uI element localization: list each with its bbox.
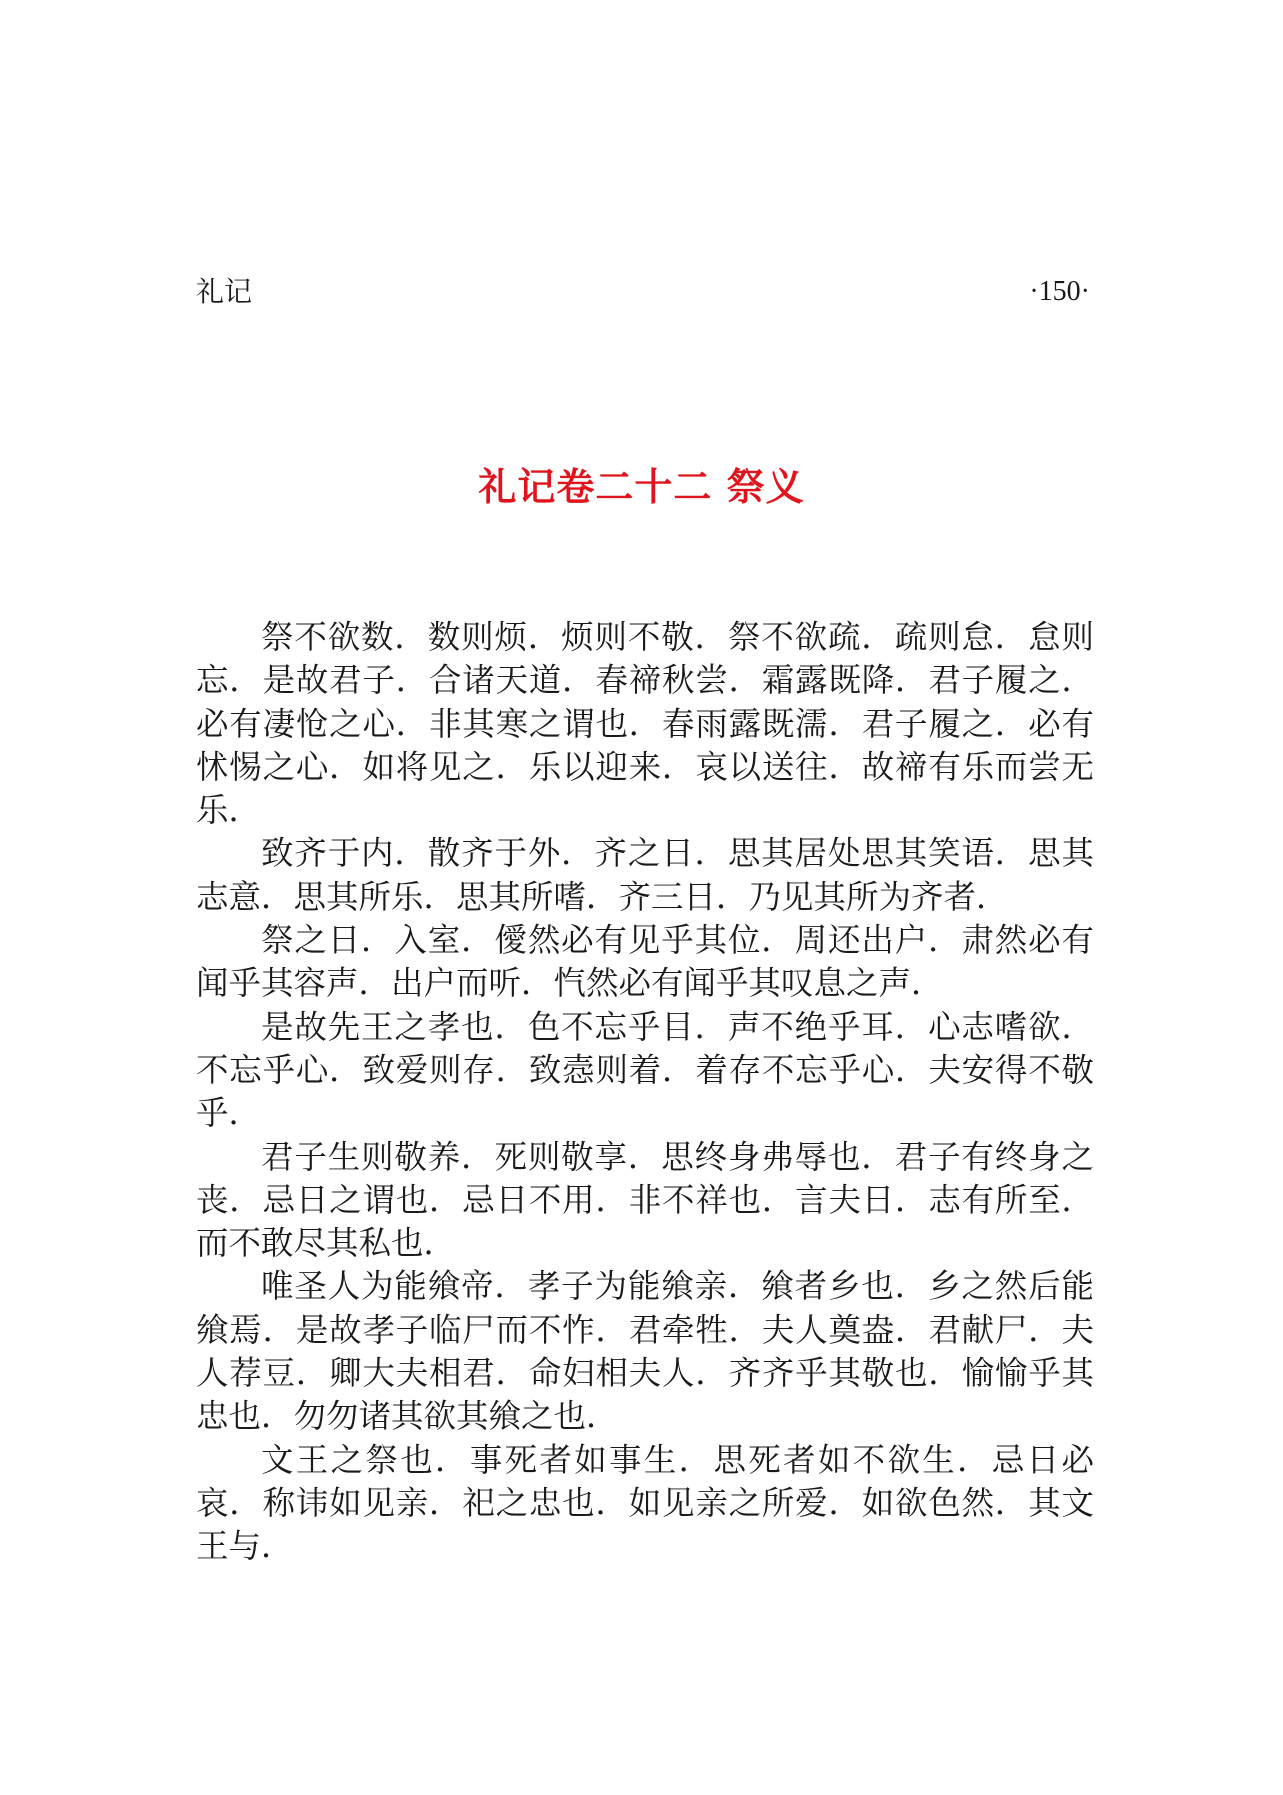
paragraph: 君子生则敬养．死则敬享．思终身弗辱也．君子有终身之丧．忌日之谓也．忌日不用．非不祥也．言夫日．志有所至．而不敢尽其私也．: [196, 1137, 1094, 1263]
paragraph: 是故先王之孝也．色不忘乎目．声不绝乎耳．心志嗜欲．不忘乎心．致爱则存．致悫则着．着存不忘乎心．夫安得不敬乎．: [196, 1007, 1094, 1133]
chapter-title: 礼记卷二十二 祭义: [478, 465, 805, 509]
paragraph: 祭之日．入室．僾然必有见乎其位．周还出户．肃然必有闻乎其容声．出户而听．忾然必有闻乎其叹息之声．: [196, 921, 1094, 1003]
paragraph: 唯圣人为能飨帝．孝子为能飨亲．飨者乡也．乡之然后能飨焉．是故孝子临尸而不怍．君牵牲．夫人奠盎．君献尸．夫人荐豆．卿大夫相君．命妇相夫人．齐齐乎其敬也．愉愉乎其忠也．勿勿诸其欲其飨之也．: [196, 1267, 1094, 1436]
running-header: [196, 272, 1090, 312]
paragraph: 祭不欲数．数则烦．烦则不敬．祭不欲疏．疏则怠．怠则忘．是故君子．合诸天道．春禘秋尝．霜露既降．君子履之．必有凄怆之心．非其寒之谓也．春雨露既濡．君子履之．必有怵惕之心．如将见之．乐以迎来．哀以送往．故禘有乐而尝无乐．: [196, 618, 1094, 830]
paragraph: 文王之祭也．事死者如事生．思死者如不欲生．忌日必哀．称讳如见亲．祀之忠也．如见亲之所爱．如欲色然．其文王与．: [196, 1440, 1094, 1566]
paragraph: 致齐于内．散齐于外．齐之日．思其居处思其笑语．思其志意．思其所乐．思其所嗜．齐三日．乃见其所为齐者．: [196, 834, 1094, 916]
page-number: ·150·: [1029, 276, 1090, 307]
body-text: [196, 616, 1094, 1569]
book-title: 礼记: [196, 275, 253, 308]
